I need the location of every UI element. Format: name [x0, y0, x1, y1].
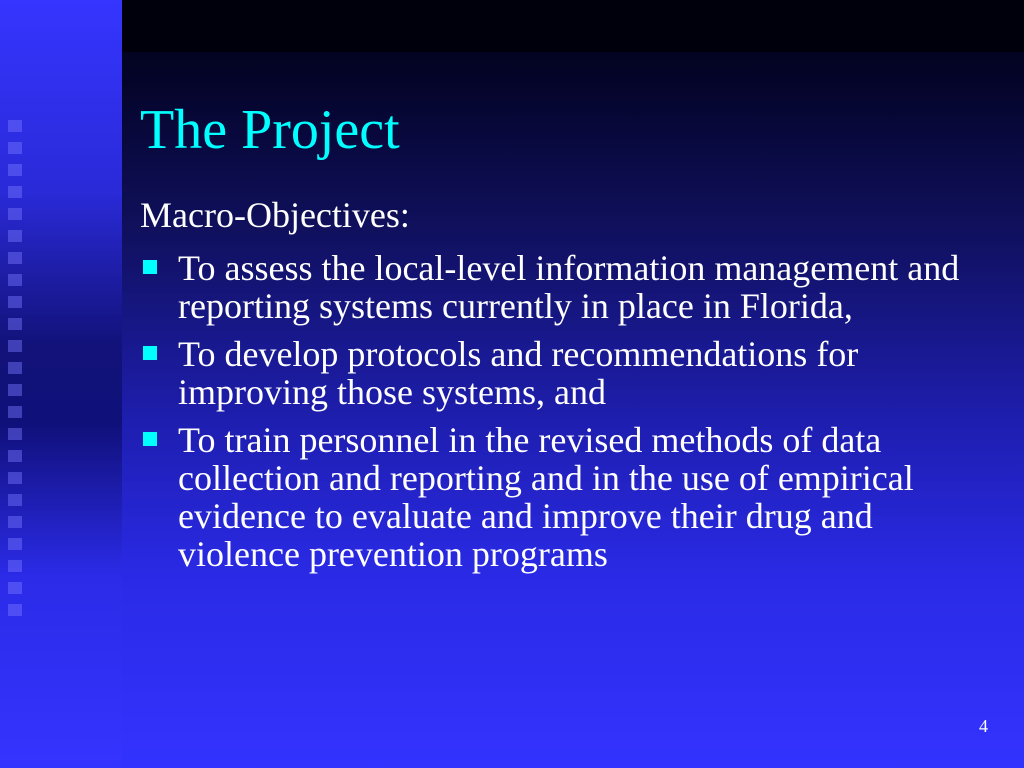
bullet-text: To assess the local-level information management and reporting systems currently in place in Florida, [178, 248, 960, 326]
decorative-square [8, 120, 22, 132]
decorative-square [8, 274, 22, 286]
slide-number: 4 [979, 716, 988, 736]
decorative-square [8, 142, 22, 154]
decorative-square [8, 296, 22, 308]
decorative-square [8, 252, 22, 264]
list-item [140, 421, 990, 573]
list-item [140, 249, 990, 325]
decorative-square [8, 538, 22, 550]
macro-objectives-heading: Macro-Objectives: [140, 195, 410, 235]
decorative-square [8, 560, 22, 572]
decorative-square [8, 450, 22, 462]
decorative-square [8, 208, 22, 220]
bullet-text: To train personnel in the revised methods of data collection and reporting and in the use of empirical evidence to evaluate and improve their drug and violence prevention programs [178, 420, 914, 574]
decorative-square [8, 516, 22, 528]
square-bullet-icon [143, 260, 157, 274]
decorative-square [8, 494, 22, 506]
decorative-square [8, 604, 22, 616]
decorative-square [8, 340, 22, 352]
bullet-text: To develop protocols and recommendations for improving those systems, and [178, 334, 859, 412]
decorative-square [8, 318, 22, 330]
top-dark-band [122, 0, 1024, 52]
decorative-square [8, 428, 22, 440]
slide-title: The Project [140, 99, 400, 161]
decorative-square [8, 164, 22, 176]
decorative-square-column [8, 120, 24, 616]
decorative-square [8, 472, 22, 484]
decorative-square [8, 384, 22, 396]
objectives-list [140, 249, 990, 583]
decorative-square [8, 582, 22, 594]
decorative-square [8, 230, 22, 242]
square-bullet-icon [143, 346, 157, 360]
square-bullet-icon [143, 432, 157, 446]
decorative-square [8, 186, 22, 198]
left-decorative-band [0, 0, 122, 768]
decorative-square [8, 362, 22, 374]
list-item [140, 335, 990, 411]
decorative-square [8, 406, 22, 418]
